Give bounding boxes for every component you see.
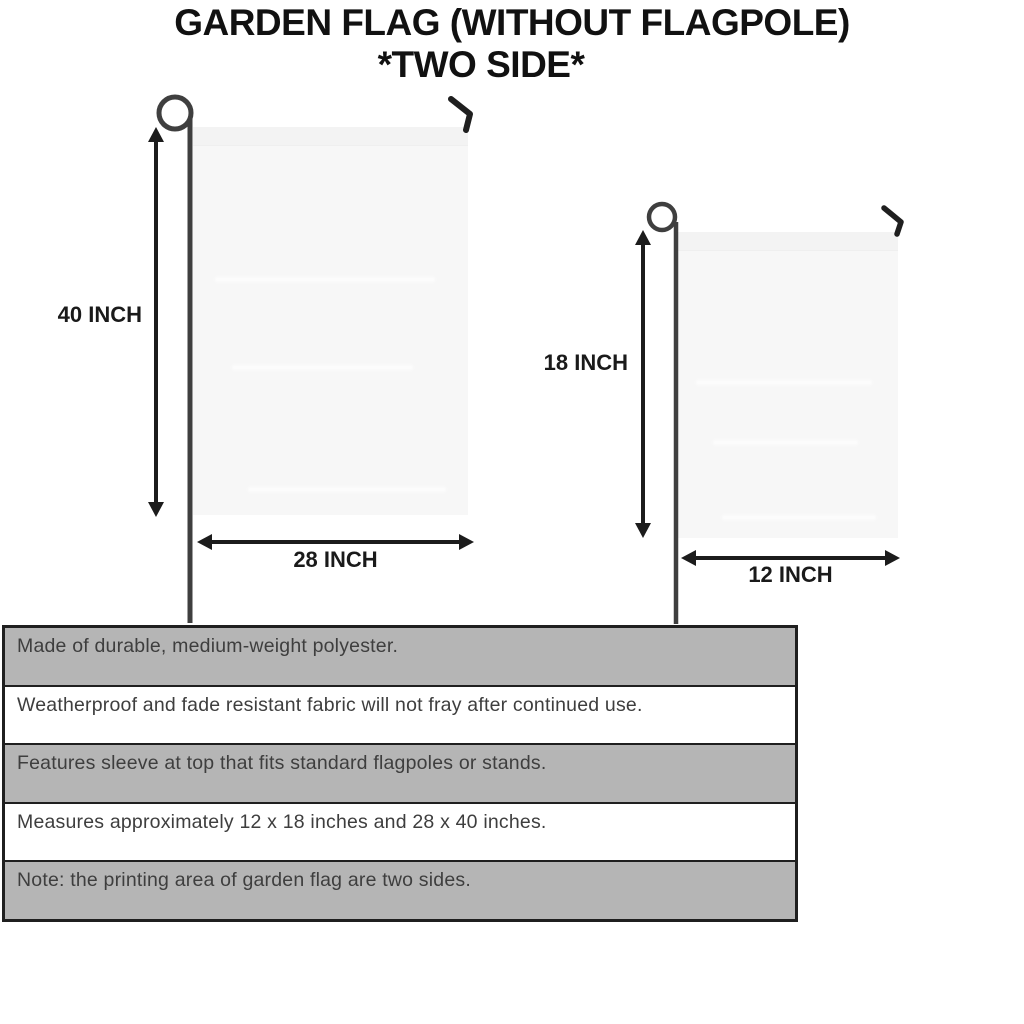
arrowhead-down	[635, 523, 651, 538]
large-flag-fabric	[193, 127, 468, 515]
feature-table	[2, 625, 798, 922]
page-title: GARDEN FLAG (WITHOUT FLAGPOLE)	[174, 2, 850, 43]
feature-row	[5, 804, 795, 863]
flag-hook-icon	[446, 94, 480, 136]
arrow-shaft	[212, 540, 459, 544]
fold-highlight	[248, 487, 446, 492]
flag-sleeve	[678, 232, 898, 251]
fold-highlight	[232, 365, 414, 370]
arrowhead-up	[635, 230, 651, 245]
small-flag-height-label: 18 INCH	[543, 350, 628, 375]
flag-sleeve	[193, 127, 468, 146]
fold-highlight	[696, 380, 872, 385]
feature-row	[5, 745, 795, 804]
flag-hook-icon	[879, 203, 909, 239]
height-arrow-icon	[635, 230, 651, 538]
feature-text: Made of durable, medium-weight polyester.	[17, 635, 399, 657]
arrow-shaft	[696, 556, 885, 560]
fold-highlight	[713, 440, 858, 445]
small-flag-width-label: 12 INCH	[748, 562, 833, 587]
large-flag-diagram	[0, 85, 520, 625]
arrowhead-down	[148, 502, 164, 517]
small-flag-diagram	[500, 195, 920, 635]
feature-text: Features sleeve at top that fits standard flagpoles or stands.	[17, 752, 547, 775]
small-flag-fabric	[678, 232, 898, 538]
feature-text: Note: the printing area of garden flag are two sides.	[17, 869, 471, 892]
page-subtitle: *TWO SIDE*	[377, 44, 585, 85]
feature-row	[5, 862, 795, 919]
feature-row	[5, 687, 795, 746]
feature-text: Weatherproof and fade resistant fabric will not fray after continued use.	[17, 693, 643, 716]
arrow-shaft	[641, 245, 645, 523]
large-flag-height-label: 40 INCH	[57, 302, 142, 327]
feature-text: Measures approximately 12 x 18 inches and 28 x 40 inches.	[17, 810, 547, 833]
arrowhead-up	[148, 127, 164, 142]
fold-highlight	[215, 277, 435, 282]
feature-row	[5, 628, 795, 687]
large-flag-width-label: 28 INCH	[293, 547, 378, 572]
height-arrow-icon	[148, 127, 164, 517]
fold-highlight	[722, 515, 876, 520]
arrow-shaft	[154, 142, 158, 502]
